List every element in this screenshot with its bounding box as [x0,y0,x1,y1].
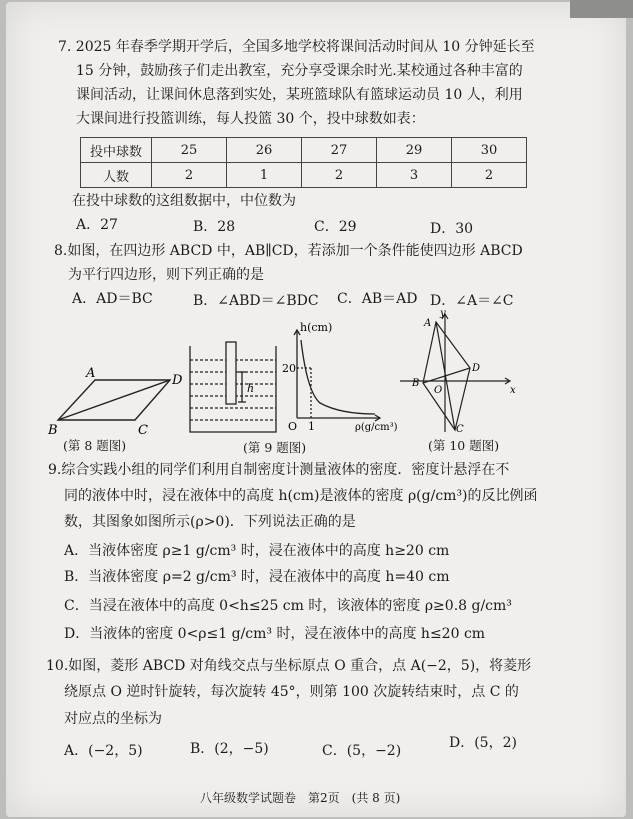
q9-option-a: A．当液体密度 ρ≥1 g/cm³ 时，浸在液体中的高度 h≥20 cm [64,543,450,559]
page-footer: 八年级数学试题卷 第2页 (共 8 页) [200,791,401,805]
fig10-label-d: D [472,363,481,374]
q8-option-d: D．∠A＝∠C [430,293,514,309]
fig9b-origin: O [288,420,298,433]
fig10-label-b: B [412,378,420,389]
fig10-caption: (第 10 题图) [428,438,500,453]
q8-option-a: A．AD＝BC [72,291,153,307]
table-cell: 3 [377,163,452,188]
q8-option-c: C．AB＝AD [337,291,418,307]
q7-line3: 课间活动，让课间休息落到实处，某班篮球队有篮球运动员 10 人，利用 [76,87,523,103]
q8-line2: 为平行四边形，则下列正确的是 [68,267,264,283]
q10-option-c: C．(5，−2) [322,743,402,759]
fig8-caption: (第 8 题图) [63,438,127,453]
q9-line1: 9.综合实践小组的同学们利用自制密度计测量液体的密度．密度计悬浮在不 [48,462,510,478]
q10-line3: 对应点的坐标为 [64,711,162,727]
fig9b-ylabel: h(cm) [300,321,333,334]
table-header-shots: 投中球数 [81,138,152,163]
table-cell: 29 [377,138,452,163]
fig8-label-a: A [86,366,96,381]
table-cell: 26 [227,138,302,163]
table-cell: 2 [152,163,227,188]
fig9-beaker [190,342,276,432]
fig10-label-c: C [456,424,464,435]
q7-line2: 15 分钟，鼓励孩子们走出教室，充分享受课余时光.某校通过各种丰富的 [76,63,523,79]
table-cell: 2 [302,163,377,188]
q10-line2: 绕原点 O 逆时针旋转，每次旋转 45°，则第 100 次旋转结束时，点 C 的 [64,684,519,700]
q8-option-b: B．∠ABD＝∠BDC [193,293,319,309]
q7-line4: 大课间进行投篮训练，每人投篮 30 个，投中球数如表： [76,111,425,127]
q7-option-c: C．29 [314,219,357,235]
fig8-label-b: B [48,423,58,438]
fig9-caption: (第 9 题图) [243,440,307,455]
fig10-rhombus [400,314,510,432]
table-cell: 27 [302,138,377,163]
q10-option-b: B．(2，−5) [190,741,269,757]
table-cell: 25 [152,138,227,163]
fig8-label-d: D [172,373,183,388]
q9-line2: 同的液体中时，浸在液体中的高度 h(cm)是液体的密度 ρ(g/cm³)的反比例函 [64,488,538,504]
q7-line1: 7. 2025 年春季学期开学后，全国多地学校将课间活动时间从 10 分钟延长至 [58,39,535,55]
q9-option-c: C．当浸在液体中的高度 0<h≤25 cm 时，该液体的密度 ρ≥0.8 g/cm³ [64,598,512,614]
q7-question: 在投中球数的这组数据中，中位数为 [72,193,296,209]
q9-option-b: B．当液体密度 ρ=2 g/cm³ 时，浸在液体中的高度 h=40 cm [64,569,450,585]
q10-option-a: A．(−2，5) [64,743,143,759]
table-cell: 30 [452,138,527,163]
fig8-label-c: C [138,423,148,438]
q10-line1: 10.如图，菱形 ABCD 对角线交点与坐标原点 O 重合，点 A(−2，5)，将菱形 [46,658,532,674]
fig10-label-o: O [434,385,443,396]
table-cell: 2 [452,163,527,188]
q8-line1: 8.如图，在四边形 ABCD 中，AB∥CD，若添加一个条件能使四边形 ABCD [54,243,523,259]
q10-option-d: D．(5，2) [449,735,517,751]
q7-option-b: B．28 [193,219,236,235]
fig9b-y-tick: 20 [282,362,296,375]
fig8-parallelogram [58,380,170,420]
q7-option-a: A．27 [76,217,118,233]
q9-line3: 数，其图象如图所示(ρ>0)．下列说法正确的是 [64,514,356,530]
fig9b-graph [294,330,380,421]
fig9b-x-tick: 1 [308,420,315,433]
fig10-label-a: A [424,318,432,329]
table-header-people: 人数 [81,163,152,188]
fig9-h-label: h [247,382,255,395]
table-cell: 1 [227,163,302,188]
q7-option-d: D．30 [430,221,474,237]
q9-option-d: D．当液体的密度 0<ρ≤1 g/cm³ 时，浸在液体中的高度 h≤20 cm [64,626,486,642]
fig10-label-x: x [510,385,516,396]
fig10-label-y: y [440,308,446,319]
fig9b-xlabel: ρ(g/cm³) [355,422,398,433]
